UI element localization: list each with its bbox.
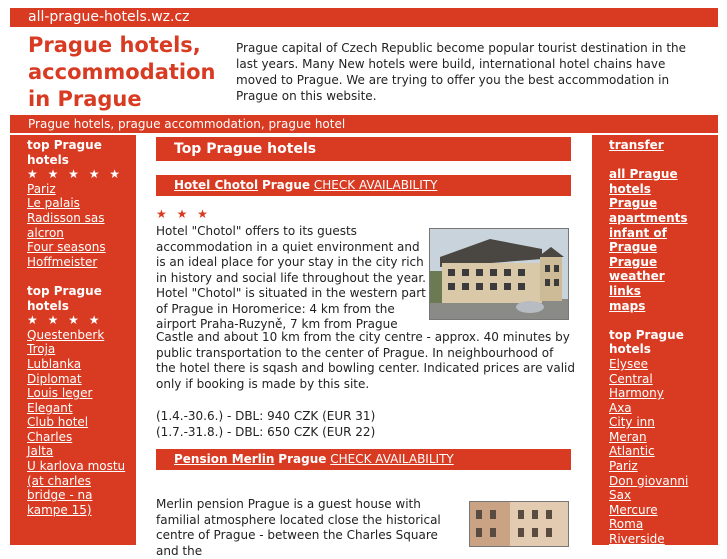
page-title: Prague hotels, accommodation in Prague [28, 33, 216, 111]
prague-weather-link[interactable]: Prague weather [609, 254, 665, 284]
hotel-building-image [430, 229, 568, 319]
maps-link[interactable]: maps [609, 298, 646, 313]
pension-building-image [470, 502, 568, 546]
hotel-link-troja[interactable]: Troja [27, 342, 56, 357]
hotel-link-roma[interactable]: Roma [609, 517, 644, 532]
tagline-bar [10, 115, 718, 133]
infant-of-prague-link[interactable]: infant of Prague [609, 225, 667, 255]
hotel-description: Castle and about 10 km from the city centre - approx. 40 minutes by public transportation to the center of Prague. In neighbourhood of the hotel there is sqash and bowling center. Indicated prices are valid only if booking is made by this site. [156, 330, 576, 391]
left-sidebar-content [27, 138, 133, 517]
hotel-link-central[interactable]: Central [609, 371, 653, 386]
check-availability-link[interactable]: CHECK AVAILABILITY [313, 178, 438, 192]
hotel-link-elegant[interactable]: Elegant [27, 400, 73, 415]
pension-description: Merlin pension Prague is a guest house with familial atmosphere located close the historical centre of Prague - between the Charles Square and the [156, 497, 441, 558]
links-link[interactable]: links [609, 283, 641, 298]
top-hotels-heading: Top Prague hotels [156, 137, 571, 161]
hotel-link-mercure[interactable]: Mercure [609, 502, 658, 517]
right-sidebar-content [609, 138, 715, 547]
hotel-link-pariz[interactable]: Pariz [27, 181, 56, 196]
site-domain: all-prague-hotels.wz.cz [28, 9, 190, 25]
hotel-link-club-hotel[interactable]: Club hotel [27, 415, 89, 430]
hotel-link-jalta[interactable]: Jalta [27, 444, 54, 459]
price-line: (1.7.-31.8.) - DBL: 650 CZK (EUR 22) [156, 424, 376, 439]
hotel-link-city-inn[interactable]: City inn [609, 415, 655, 430]
all-prague-hotels-link[interactable]: all Prague hotels [609, 167, 678, 196]
hotel-link-charles[interactable]: Charles [27, 429, 73, 444]
hotel-link-radisson[interactable]: Radisson sas alcron [27, 210, 105, 240]
hotel-description: Hotel "Chotol" offers to its guests accommodation in a quiet environment and is an ideal place for your stay in the city rich in history and social life throughout the year. [156, 224, 426, 285]
hotel-link-hoffmeister[interactable]: Hoffmeister [27, 254, 98, 269]
intro-text: Prague capital of Czech Republic become popular tourist destination in the last years. Many New hotels were build, international hotel chains have moved to Prague. We are trying to offer you the best accommodation in Prague on this website. [236, 41, 687, 103]
site-domain-bar [10, 8, 718, 27]
tagline: Prague hotels, prague accommodation, prague hotel [28, 117, 346, 131]
four-star-rating: ★ ★ ★ ★ [27, 313, 103, 328]
sidebar-heading: top Prague hotels [27, 138, 102, 167]
hotel-link-questenberk[interactable]: Questenberk [27, 327, 105, 342]
hotel-link-four-seasons[interactable]: Four seasons [27, 240, 106, 255]
pension-merlin-bar [156, 449, 571, 470]
hotel-link-pariz[interactable]: Pariz [609, 459, 638, 474]
check-availability-link[interactable]: CHECK AVAILABILITY [330, 452, 454, 466]
hotel-link-atlantic[interactable]: Atlantic [609, 444, 655, 459]
hotel-link-lublanka[interactable]: Lublanka [27, 356, 82, 371]
hotel-link-meran[interactable]: Meran [609, 429, 647, 444]
hotel-city: Prague [261, 178, 311, 192]
hotel-link-harmony[interactable]: Harmony [609, 386, 664, 401]
three-star-rating: ★ ★ ★ [156, 207, 211, 221]
five-star-rating: ★ ★ ★ ★ ★ [27, 167, 124, 182]
hotel-description: Hotel "Chotol" is situated in the western part of Prague in Horomerice: 4 km from the airport Praha-Ruzyně, 7 km from Prague [156, 286, 426, 332]
hotel-chotol-photo [429, 228, 569, 320]
sidebar-heading: top Prague hotels [27, 283, 102, 313]
hotel-link-le-palais[interactable]: Le palais [27, 196, 80, 211]
pension-merlin-photo [469, 501, 569, 547]
hotel-prices [156, 409, 576, 440]
prague-apartments-link[interactable]: Prague apartments [609, 196, 688, 225]
hotel-link-elysee[interactable]: Elysee [609, 356, 649, 371]
hotel-link-diplomat[interactable]: Diplomat [27, 371, 82, 386]
sidebar-heading: top Prague hotels [609, 327, 684, 357]
hotel-link-don-giovanni[interactable]: Don giovanni [609, 473, 689, 488]
hotel-link-axa[interactable]: Axa [609, 400, 632, 415]
transfer-link[interactable]: transfer [609, 138, 664, 152]
hotel-link-sax[interactable]: Sax [609, 488, 632, 503]
hotel-link-u-karlova-mostu[interactable]: U karlova mostu (at charles bridge - na kampe 15) [27, 459, 126, 517]
price-line: (1.4.-30.6.) - DBL: 940 CZK (EUR 31) [156, 409, 376, 423]
hotel-chotol-link[interactable]: Hotel Chotol [174, 178, 259, 192]
pension-merlin-link[interactable]: Pension Merlin [174, 452, 275, 466]
hotel-link-riverside[interactable]: Riverside [609, 532, 665, 547]
hotel-link-louis-leger[interactable]: Louis leger [27, 386, 93, 401]
hotel-chotol-bar [156, 175, 571, 196]
hotel-city: Prague [278, 452, 327, 466]
